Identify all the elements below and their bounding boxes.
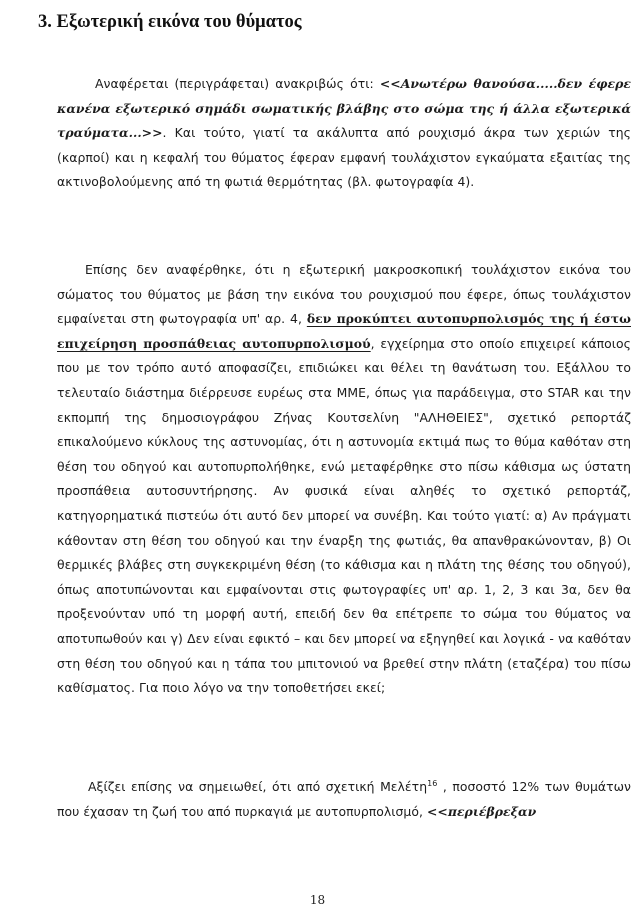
paragraph-2-rest: , εγχείρημα στο οποίο επιχειρεί κάποιος που με τον τρόπο αυτό αποφασίζει, επιδιώκει και θέλει τη θανάτωση του. Εξάλλου το τελευταίο διάστημα διέρρευσε ευρέως στα ΜΜΕ, όπως για παράδειγμα, στο STAR και την εκπομπή της δημοσιογράφου Ζήνας Κουτσελίνη "ΑΛΗΘΕΙΕΣ", σχετικό ρεπορτάζ επικαλούμενο κύκλους της αστυνομίας, ότι η αστυνομία εκτιμά πως το θύμα καθόταν στη θέση του οδηγού και αυτοπυρπολήθηκε, ενώ μεταφέρθηκε στο πίσω κάθισμα ως ύστατη προσπάθεια αυτοσυντήρησης. Αν φυσικά είναι αληθές το σχετικό ρεπορτάζ, κατηγορηματικά πιστεύω ότι αυτό δεν μπορεί να συνέβη. Και τούτο γιατί: α) Αν πράγματι κάθονταν στη θέση του οδηγού και την έναρξη της φωτιάς, θα απανθρακώνονταν, β) Οι θερμικές βλάβες στη συγκεκριμένη θέση (το κάθισμα και η πλάτη της θέσης του οδηγού), όπως αποτυπώνονται και εμφαίνονται στις φωτογραφίες υπ' αρ. 1, 2, 3 και 3α, δεν θα προξενούνταν υπό τη μορφή αυτή, επειδή δεν θα επέτρεπε το σώμα του θύματος να αποτυπωθούν και γ) Δεν είναι εφικτό – και δεν μπορεί να εξηγηθεί και λογικά - να καθόταν στη θέση του οδηγού και η τάπα του μπιτονιού να βρεθεί στην πλάτη (εταζέρα) του πίσω καθίσματος. Για ποιο λόγο να την τοποθετήσει εκεί; (57, 335, 631, 696)
paragraph-2 (57, 258, 631, 701)
paragraph-3 (57, 775, 631, 824)
paragraph-1-intro: Αναφέρεται (περιγράφεται) ανακριβώς ότι: (95, 76, 380, 91)
section-heading: 3. Εξωτερική εικόνα του θύματος (38, 12, 302, 32)
paragraph-1-rest: . Και τούτο, γιατί τα ακάλυπτα από ρουχισμό άκρα των χεριών της (καρποί) και η κεφαλή του θύματος έφεραν εμφανή τουλάχιστον εγκαύματα εξαιτίας της ακτινοβολούμενης από τη φωτιά θερμότητας (βλ. φωτογραφία 4). (57, 125, 631, 190)
footnote-reference[interactable]: 16 (427, 778, 438, 788)
paragraph-3-quote: <<περιέβρεξαν (426, 803, 537, 819)
paragraph-1-quote: <<Ανωτέρω θανούσα.....δεν έφερε κανένα εξωτερικό σημάδι σωματικής βλάβης στο σώμα της ή άλλα εξωτερικά τραύματα...>> (57, 76, 631, 141)
page-number: 18 (309, 893, 326, 907)
paragraph-2-underlined-claim: δεν προκύπτει αυτοπυρπολισμός της ή έστω επιχείρηση προσπάθειας αυτοπυρπολισμού (57, 311, 631, 351)
paragraph-2-intro: Επίσης δεν αναφέρθηκε, ότι η εξωτερική μακροσκοπική τουλάχιστον εικόνα του σώματος του θύματος με βάση την εικόνα του ρουχισμού που έφερε, όπως τουλάχιστον εμφαίνεται στη φωτογραφία υπ' αρ. 4, (57, 262, 631, 327)
paragraph-3-intro: Αξίζει επίσης να σημειωθεί, ότι από σχετική Μελέτη (88, 779, 428, 794)
paragraph-1 (57, 72, 631, 195)
paragraph-3-rest: , ποσοστό 12% των θυμάτων που έχασαν τη ζωή του από πυρκαγιά με αυτοπυρπολισμό, (57, 779, 632, 819)
